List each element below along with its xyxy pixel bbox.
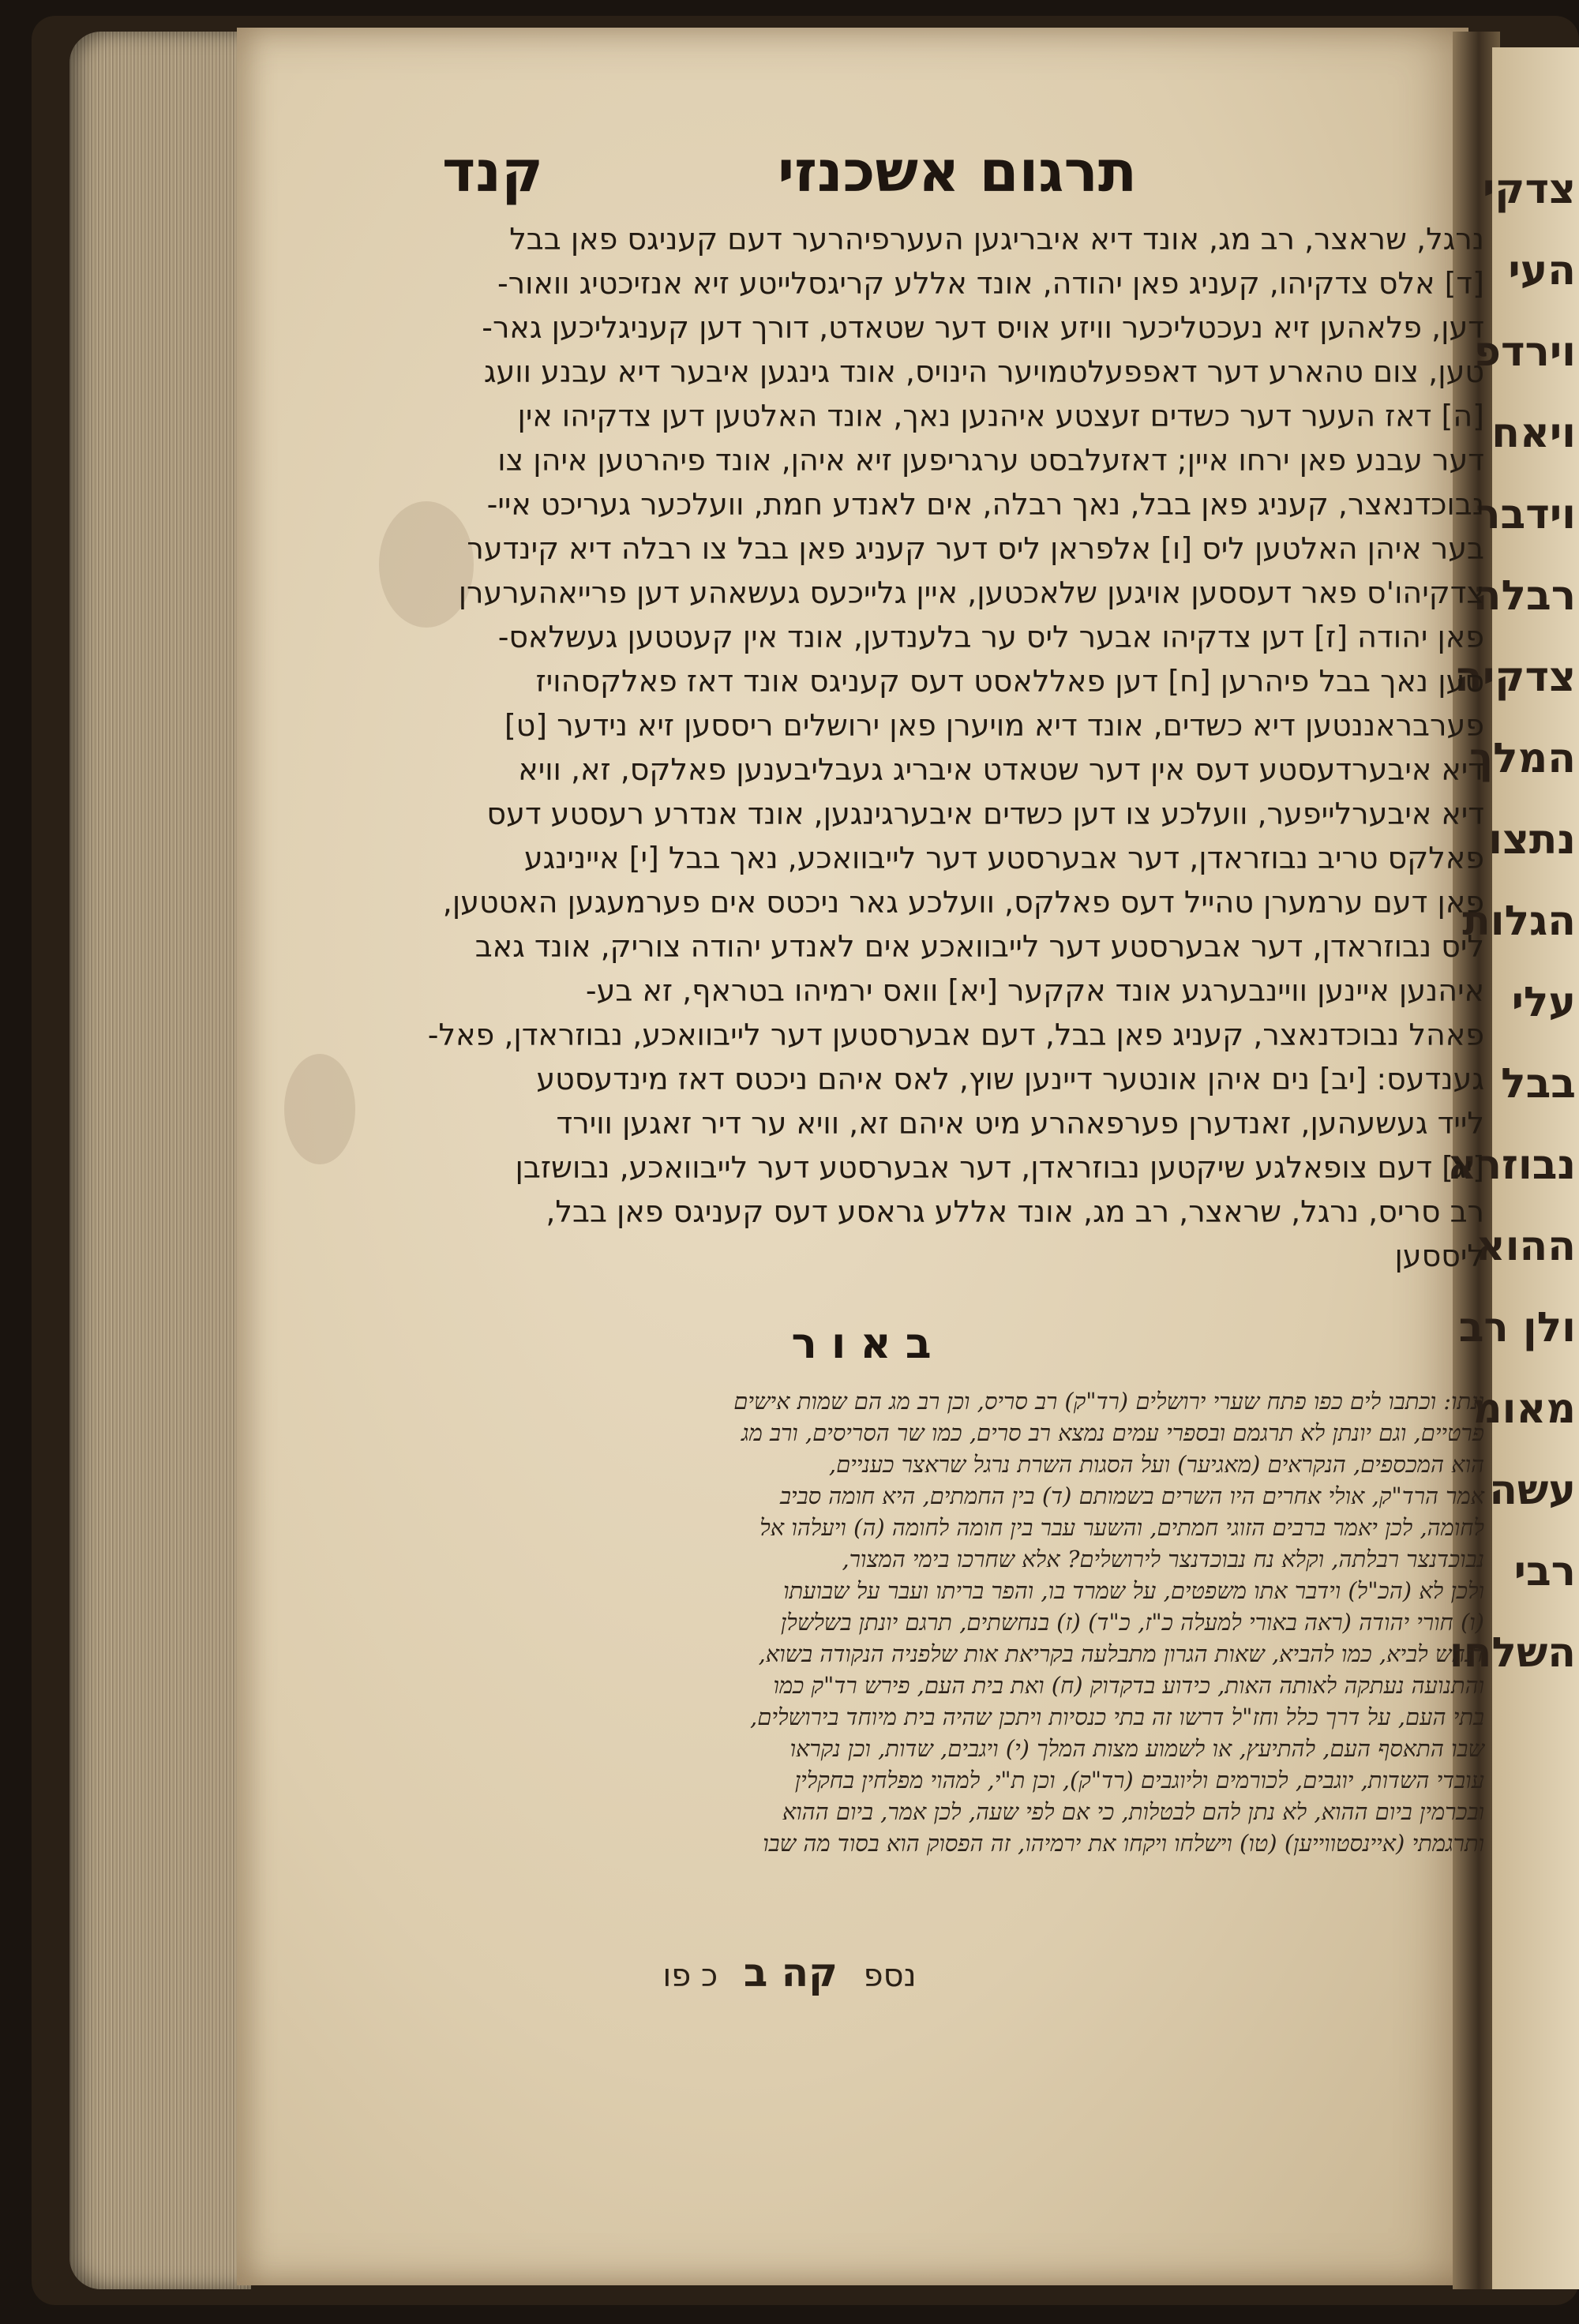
page-footer: [553, 1950, 1026, 1996]
facing-page-line: רבי: [1513, 1548, 1576, 1595]
text-line: בתי העם, על דרך כלל וחז"ל דרשו זה בתי כנסיות ויתכן שהיה בית מיוחד בירושלים,: [750, 1704, 1484, 1730]
text-line: טען, צום טהארע דער דאפפעלטמויער הינויס, אונד גינגען איבער דיא עבנע וועג: [483, 354, 1484, 389]
facing-page-line: ולן רב: [1458, 1304, 1576, 1351]
facing-page-line: בבל: [1501, 1060, 1576, 1108]
facing-page-line: עלי: [1511, 979, 1576, 1026]
facing-page-line: נתצו: [1488, 816, 1576, 864]
facing-page-line: ויאח: [1491, 410, 1576, 457]
facing-page-edge: [1446, 47, 1579, 2289]
text-line: [ה] דאז העער דער כשדים זעצטע איהנען נאך, אונד האלטען דען צדקיהו אין: [517, 399, 1484, 433]
commentary-heading: באור: [791, 1318, 946, 1368]
folio-number: קנד: [442, 138, 543, 204]
text-line: איהנען איינען וויינבערגע אונד אקקער [יא] וואס ירמיהו בטראף, זא בע-: [585, 973, 1484, 1008]
text-line: והתנועה נעתקה לאותה האות, כידוע בדקדוק (ח) ואת בית העם, פירש רד"ק כמו: [773, 1672, 1484, 1699]
text-line: פאן דעם ערמערן טהייל דעס פאלקס, וועלכע גאר ניכטס אים פערמעגען האטטען,: [442, 885, 1484, 920]
text-line: פרטיים, וגם יונתן לא תרגמם ובספרי עמים נמצא רב סרים, כמו שר הסריסים, ורב מג: [741, 1419, 1484, 1446]
signature-mark: קה ב: [743, 1950, 838, 1996]
facing-page-line: מאומ: [1472, 1385, 1576, 1433]
text-line: סען נאך בבל פיהרען [ח] דען פאללאסט דעס קעניגס אונד דאז פאלקסהויז: [535, 664, 1484, 699]
signature-marker: כ פו: [662, 1958, 718, 1994]
text-line: דיא איבערלייפער, וועלכע צו דען כשדים איבערגינגען, אונד אנדרע רעסטע דעס: [486, 797, 1484, 831]
facing-page-line: צדקיה: [1454, 654, 1576, 701]
text-line: בער איהן האלטען ליס [ו] אלפראן ליס דער קעניג פאן בבל צו רבלה דיא קינדער: [467, 531, 1484, 566]
text-line: נרגל, שראצר, רב מג, אונד דיא איבריגען העערפיהרער דעם קעניגס פאן בבל: [509, 222, 1484, 257]
text-line: [ד] אלס צדקיהו, קעניג פאן יהודה, אונד אללע קריגסלייטע זיא אנזיכטיג וואור-: [497, 266, 1484, 301]
text-line: ולכן לא (הכ"ל) וידבר אתו משפטים, על שמרד בו, והפר בריתו ועבר על שבועתו: [783, 1577, 1484, 1604]
facing-page-line: הגלות: [1462, 898, 1576, 945]
facing-page-line: השלחו: [1449, 1629, 1576, 1677]
text-line: נבוכדנצר רבלתה, וקלא נח נבוכדנצר לירושלים? אלא שחרכו בימי המצור,: [842, 1546, 1484, 1572]
text-line: לייד געשעהען, זאנדערן פערפאהרע מיט איהם זא, וויא ער דיר זאגען ווירד: [556, 1106, 1484, 1141]
facing-page-line: ההוא: [1475, 1223, 1576, 1270]
text-line: נבוכדנאצר, קעניג פאן בבל, נאך רבלה, אים לאנדע חמת, וועלכער געריכט איי-: [486, 487, 1484, 522]
facing-page-line: העי: [1508, 247, 1576, 294]
text-line: פאן יהודה [ז] דען צדקיהו אבער ליס ער בלענדען, אונד אין קעטטען געשלאס-: [497, 620, 1484, 654]
page-title: תרגום אשכנזי: [777, 138, 1137, 204]
facing-page-line: נבוזרא: [1446, 1141, 1576, 1189]
text-line: ליססען: [1394, 1239, 1484, 1273]
text-line: דנחש לביא, כמו להביא, שאות הגרון מתבלעה בקריאת אות שלפניה הנקודה בשוא,: [758, 1640, 1484, 1667]
text-line: [יג] דעם צופאלגע שיקטען נבוזראדן, דער אבערסטע דער לייבוואכע, נבושזבן: [515, 1150, 1484, 1185]
text-line: (ו) חורי יהודה (ראה באורי למעלה כ"ז, כ"ד) (ז) בנחשתים, תרגם יונתן בשלשלן: [780, 1609, 1484, 1636]
facing-page-line: וירדפ: [1473, 328, 1576, 376]
text-line: גענדעס: [יב] נים איהן אונטער דיינען שוץ, לאס איהם ניכטס דאז מינדעסטע: [536, 1062, 1484, 1096]
facing-page-line: צדקי: [1482, 166, 1576, 213]
text-line: רב סריס, נרגל, שראצר, רב מג, אונד אללע גראסע דעס קעניגס פאן בבל,: [546, 1194, 1484, 1229]
text-line: דיא איבערדעסטע דעס אין דער שטאדט איבריג געבליבענען פאלקס, זא, וויא: [518, 752, 1484, 787]
main-text-block: [395, 217, 1484, 1278]
facing-page-line: רבלה: [1472, 572, 1576, 620]
running-header: [442, 138, 1137, 217]
text-line: אמר הרד"ק, אולי אחרים היו השרים בשמותם (ד) בין החמתים, היא חומה סביב: [780, 1482, 1484, 1509]
text-line: פאלקס טריב נבוזראדן, דער אבערסטע דער לייבוואכע, נאך בבל [י] איינינגע: [523, 841, 1484, 875]
text-line: דער עבנע פאן ירחו איין; דאזעלבסט ערגריפען זיא איהן, אונד פיהרטען איהן צו: [497, 443, 1484, 478]
commentary-block: [395, 1385, 1484, 1859]
catchword: נספ: [863, 1958, 917, 1994]
text-line: שבו התאסף העם, להתיעץ, או לשמוע מצות המלך (י) ויגבים, שדות, וכן נקראו: [790, 1735, 1484, 1762]
text-line: דען, פלאהען זיא נעכטליכער וויזע אויס דער שטאדט, דורך דען קעניגליכען גאר-: [482, 310, 1484, 345]
text-line: פערבראננטען דיא כשדים, אונד דיא מויערן פאן ירושלים ריססען זיא נידער [ט]: [504, 708, 1484, 743]
text-line: ובכרמין ביום ההוא, לא נתן להם לבטלות, כי אם לפי שעה, לכן אמר, ביום ההוא: [782, 1798, 1484, 1825]
text-line: לחומה, לכן יאמר ברבים הזוגי חמתים, והשער עבר בין חומה לחומה (ה) ויעלהו אל: [759, 1514, 1484, 1541]
text-line: ונתו: וכתבו לים כפו פתח שערי ירושלים (רד"ק) רב סריס, וכן רב מג הם שמות אישים: [733, 1388, 1484, 1415]
foxing-stain: [284, 1054, 355, 1164]
text-line: הוא המכספים, הנקראים (מאגיער) ועל הסגות השרת נרגל שראצר כעניים,: [828, 1451, 1484, 1478]
facing-page-line: וידבר: [1476, 491, 1576, 538]
text-line: צדקיהו'ס פאר דעססען אויגען שלאכטען, איין גלייכעס געשאהע דען פרייאהערערן: [458, 575, 1484, 610]
text-line: ותרגמתי (איינסטווייען) (טו) וישלחו ויקחו את ירמיהו, זה הפסוק הוא בסוד מה שבו: [763, 1830, 1484, 1857]
facing-page-line: המלך: [1469, 735, 1576, 782]
text-line: פאהל נבוכדנאצר, קעניג פאן בבל, דעם אבערסטען דער לייבוואכע, נבוזראדן, פאל-: [427, 1018, 1484, 1052]
text-line: עובדי השדות, יוגבים, לכורמים וליוגבים (רד"ק), וכן ת"י, למהוי מפלחין בחקלין: [794, 1767, 1484, 1794]
page-block-edge: [69, 32, 251, 2289]
text-line: ליס נבוזראדן, דער אבערסטע דער לייבוואכע אים לאנדע יהודה צוריק, אונד גאב: [474, 929, 1484, 964]
facing-page-line: עשה: [1489, 1467, 1576, 1514]
